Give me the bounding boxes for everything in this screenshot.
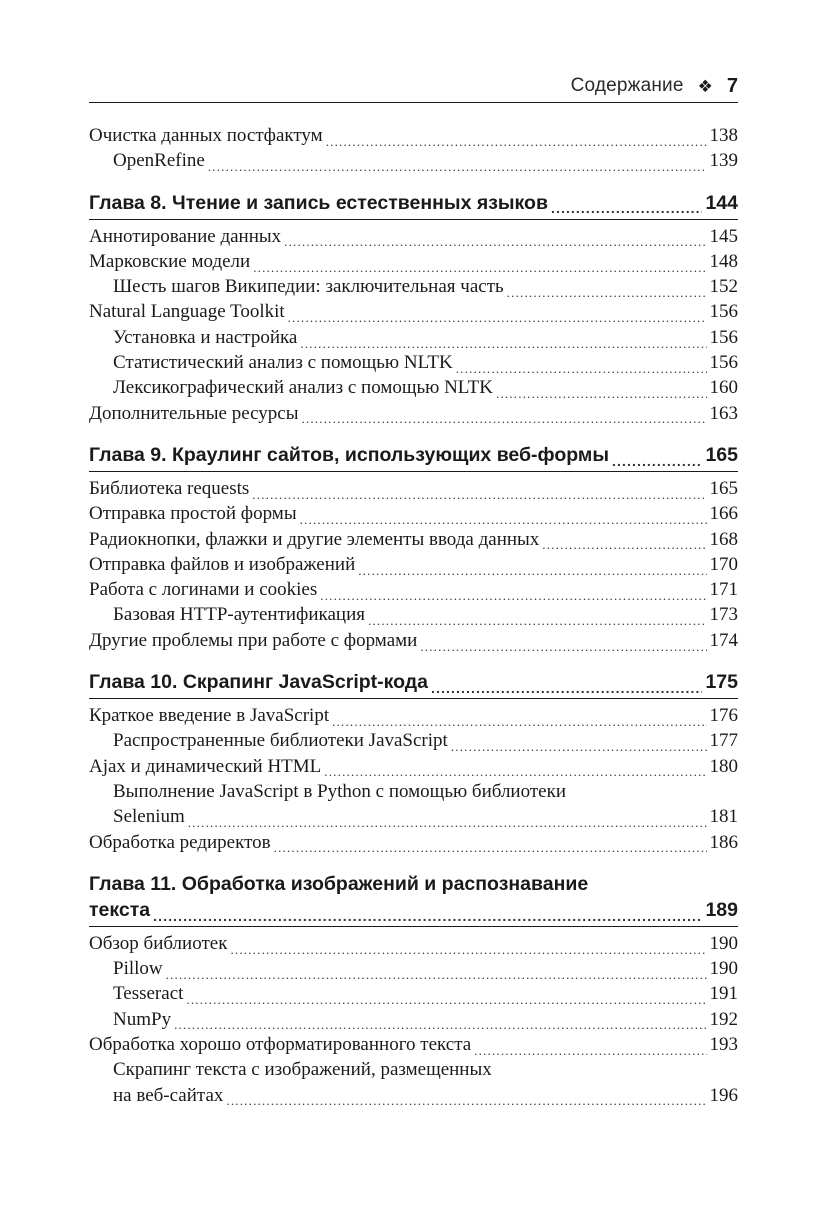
- chapter-heading[interactable]: [89, 871, 738, 927]
- leader-dots: [358, 568, 706, 589]
- toc-entry-title: Очистка данных постфактум: [89, 125, 323, 146]
- toc-entry-page: 156: [709, 301, 738, 323]
- toc-entry-title: Статистический анализ с помощью NLTK: [113, 352, 453, 374]
- chapter-page: 144: [705, 191, 738, 214]
- chapter-title-line2: текста: [89, 898, 151, 921]
- toc-entry-title: Tesseract: [113, 983, 184, 1005]
- chapter-title: Глава 10. Скрапинг JavaScript-кода: [89, 671, 429, 694]
- toc-entry[interactable]: [89, 123, 738, 148]
- toc-entry-title: Радиокнопки, флажки и другие элементы ввода данных: [89, 528, 540, 550]
- leader-dots: [226, 1098, 706, 1119]
- toc-entry-title: Распространенные библиотеки JavaScript: [113, 730, 448, 752]
- toc-entry-page: 168: [709, 528, 738, 550]
- toc-entry-title: Отправка простой формы: [89, 503, 297, 525]
- toc-entry-title: Установка и настройка: [113, 326, 298, 348]
- leader-dots: [332, 719, 706, 740]
- toc-entry-page: 186: [709, 831, 738, 853]
- table-of-contents: [89, 123, 738, 1108]
- toc-entry-title: Обработка хорошо отформатированного текста: [89, 1034, 472, 1056]
- toc-entry-title: Natural Language Toolkit: [89, 301, 285, 323]
- toc-entry-title: Pillow: [113, 958, 163, 980]
- chapter-page: 165: [705, 443, 738, 466]
- toc-entry-page: 192: [709, 1008, 738, 1030]
- chapter-heading-row: [89, 897, 738, 923]
- leader-dots: [456, 366, 707, 387]
- toc-entry-title: Другие проблемы при работе с формами: [89, 629, 418, 651]
- toc-entry-title: Отправка файлов и изображений: [89, 553, 356, 575]
- leader-dots: [284, 239, 706, 260]
- toc-entry-title: Лексикографический анализ с помощью NLTK: [113, 377, 493, 399]
- leader-dots: [420, 644, 706, 665]
- leader-dots: [474, 1048, 706, 1069]
- leader-dots: [324, 769, 706, 790]
- toc-entry-page: 160: [709, 377, 738, 399]
- toc-entry-page: 173: [709, 604, 738, 626]
- page-number: 7: [726, 74, 738, 97]
- toc-entry-page: 138: [709, 125, 738, 146]
- running-header: [89, 70, 738, 103]
- chapter-heading-row: [89, 669, 738, 695]
- toc-entry-title-line2: Selenium: [113, 806, 185, 828]
- toc-entry-page: 191: [709, 983, 738, 1005]
- toc-entry-title: Обзор библиотек: [89, 932, 228, 954]
- leader-dots: [186, 997, 706, 1018]
- toc-entry-page: 171: [709, 579, 738, 601]
- chapter-heading-row: [89, 442, 738, 468]
- leader-dots: [301, 416, 706, 437]
- leader-dots: [612, 458, 702, 479]
- toc-entry-title-line2: на веб-сайтах: [113, 1084, 224, 1106]
- toc-entry-page: 166: [709, 503, 738, 525]
- toc-entry-title: Краткое введение в JavaScript: [89, 705, 330, 727]
- toc-entry-page: 190: [709, 932, 738, 954]
- chapter-heading[interactable]: [89, 669, 738, 699]
- toc-entry-page: 177: [709, 730, 738, 752]
- toc-entry-page: 139: [709, 150, 738, 172]
- toc-entry-title: OpenRefine: [113, 150, 205, 172]
- toc-entry-page: 152: [709, 276, 738, 298]
- header-title: Содержание: [570, 75, 684, 96]
- toc-entry-title: Марковские модели: [89, 250, 251, 272]
- toc-entry-page: 148: [709, 250, 738, 272]
- toc-entry-page: 156: [709, 352, 738, 374]
- leader-dots: [451, 744, 707, 765]
- toc-entry-title: Шесть шагов Википедии: заключительная часть: [113, 276, 504, 298]
- leader-dots: [188, 820, 707, 841]
- leader-dots: [326, 139, 707, 160]
- toc-entry-page: 176: [709, 705, 738, 727]
- toc-entry-page: 181: [709, 806, 738, 828]
- leader-dots: [300, 517, 707, 538]
- toc-entry-page: 156: [709, 326, 738, 348]
- leader-dots: [300, 341, 706, 362]
- toc-entry[interactable]: [89, 224, 738, 249]
- leader-dots: [253, 265, 706, 286]
- leader-dots: [208, 164, 707, 185]
- leader-dots: [542, 542, 706, 563]
- leader-dots: [368, 618, 707, 639]
- toc-entry[interactable]: [89, 1083, 738, 1108]
- leader-dots: [230, 947, 706, 968]
- toc-entry[interactable]: [89, 804, 738, 829]
- toc-entry-page: 193: [709, 1034, 738, 1056]
- chapter-heading[interactable]: [89, 190, 738, 220]
- toc-entry-page: 190: [709, 958, 738, 980]
- leader-dots: [288, 315, 707, 336]
- toc-entry-title: Работа с логинами и cookies: [89, 579, 318, 601]
- toc-entry-title-line1: Выполнение JavaScript в Python с помощью библиотеки: [113, 780, 566, 802]
- leader-dots: [252, 492, 706, 513]
- leader-dots: [153, 913, 702, 934]
- chapter-title: Глава 8. Чтение и запись естественных языков: [89, 191, 548, 214]
- chapter-heading[interactable]: [89, 442, 738, 472]
- chapter-page: 175: [705, 671, 738, 694]
- toc-entry-page: 174: [709, 629, 738, 651]
- toc-entry-page: 165: [709, 477, 738, 499]
- leader-dots: [320, 593, 706, 614]
- leader-dots: [274, 845, 707, 866]
- ornament-icon: ❖: [697, 76, 713, 96]
- toc-entry[interactable]: [89, 703, 738, 728]
- toc-entry[interactable]: [89, 931, 738, 956]
- toc-entry-title: Дополнительные ресурсы: [89, 402, 299, 424]
- toc-entry-page: 180: [709, 755, 738, 777]
- toc-entry-title: Базовая HTTP-аутентификация: [113, 604, 365, 626]
- toc-entry-page: 145: [709, 225, 738, 247]
- leader-dots: [507, 290, 707, 311]
- toc-entry-title: Ajax и динамический HTML: [89, 755, 322, 777]
- toc-entry-page: 170: [709, 553, 738, 575]
- leader-dots: [174, 1022, 706, 1043]
- toc-entry-page: 196: [709, 1084, 738, 1106]
- toc-entry-title: NumPy: [113, 1008, 172, 1030]
- chapter-title-line1: Глава 11. Обработка изображений и распознавание: [89, 872, 589, 895]
- leader-dots: [551, 205, 702, 226]
- chapter-title: Глава 9. Краулинг сайтов, использующих веб-формы: [89, 443, 609, 466]
- leader-dots: [166, 972, 707, 993]
- toc-entry-page: 163: [709, 402, 738, 424]
- toc-entry-title: Библиотека requests: [89, 477, 250, 499]
- toc-entry[interactable]: [89, 476, 738, 501]
- chapter-page: 189: [705, 898, 738, 921]
- leader-dots: [431, 685, 702, 706]
- toc-entry-title: Аннотирование данных: [89, 225, 282, 247]
- toc-entry-title-line1: Скрапинг текста с изображений, размещенных: [113, 1059, 492, 1081]
- chapter-heading-row: [89, 190, 738, 216]
- toc-entry-title: Обработка редиректов: [89, 831, 271, 853]
- leader-dots: [496, 391, 707, 412]
